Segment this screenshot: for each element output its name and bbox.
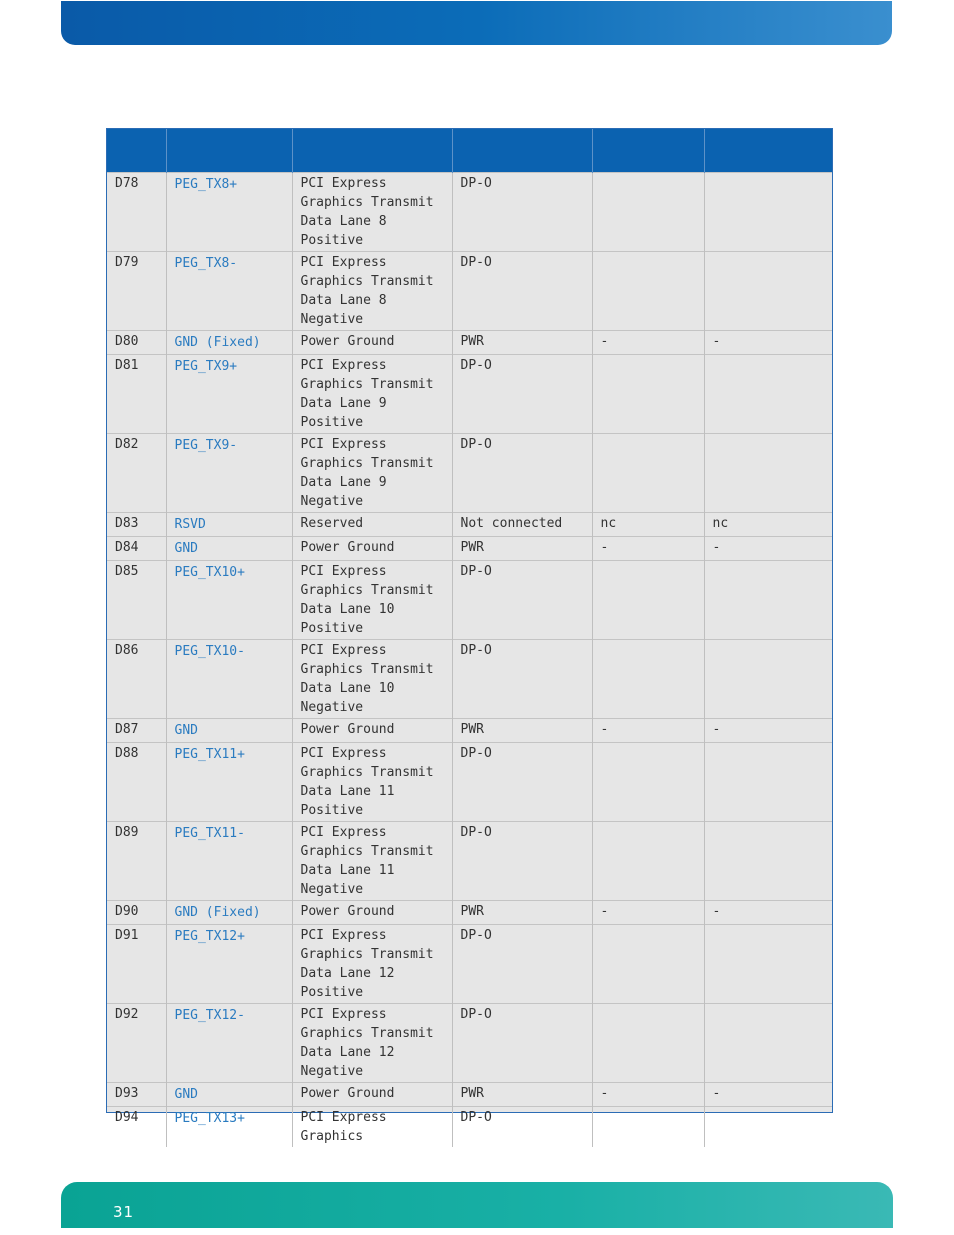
description-cell: Power Ground [292,330,452,354]
header-cell [452,129,592,172]
column6-cell [704,1106,832,1147]
column5-cell [592,1003,704,1082]
description-cell: PCI Express Graphics Transmit Data Lane 10 Negative [292,639,452,718]
table-row [107,718,832,742]
type-cell: DP-O [452,1003,592,1082]
type-cell: DP-O [452,560,592,639]
description-cell: PCI Express Graphics Transmit Data Lane 12 Positive [292,924,452,1003]
column6-cell [704,639,832,718]
table-row [107,821,832,900]
table-row [107,560,832,639]
signal-cell: PEG_TX13+ [166,1106,292,1147]
column6-cell: - [704,718,832,742]
table-row [107,924,832,1003]
column6-cell: - [704,1082,832,1106]
table-row [107,536,832,560]
pin-cell: D86 [107,639,166,718]
page-number: 31 [113,1203,135,1221]
pin-cell: D93 [107,1082,166,1106]
description-cell: Power Ground [292,718,452,742]
type-cell: DP-O [452,433,592,512]
column6-cell: - [704,900,832,924]
signal-cell: GND (Fixed) [166,900,292,924]
column5-cell [592,354,704,433]
type-cell: DP-O [452,821,592,900]
description-cell: PCI Express Graphics Transmit Data Lane 11 Negative [292,821,452,900]
pin-table-frame [106,128,833,1144]
pin-cell: D83 [107,512,166,536]
table-row [107,433,832,512]
column5-cell: nc [592,512,704,536]
pin-cell: D85 [107,560,166,639]
column6-cell [704,354,832,433]
pin-cell: D79 [107,251,166,330]
pin-table [107,129,832,1147]
column5-cell [592,1106,704,1147]
description-cell: Reserved [292,512,452,536]
column5-cell [592,742,704,821]
table-row [107,742,832,821]
column6-cell [704,251,832,330]
column5-cell [592,639,704,718]
column5-cell: - [592,718,704,742]
header-cell [292,129,452,172]
description-cell: Power Ground [292,1082,452,1106]
signal-cell: PEG_TX9- [166,433,292,512]
type-cell: PWR [452,1082,592,1106]
pin-cell: D82 [107,433,166,512]
signal-cell: GND [166,718,292,742]
column6-cell: - [704,536,832,560]
type-cell: DP-O [452,742,592,821]
pin-cell: D81 [107,354,166,433]
column6-cell [704,560,832,639]
description-cell: Power Ground [292,900,452,924]
signal-cell: PEG_TX8+ [166,172,292,251]
header-cell [166,129,292,172]
signal-cell: GND [166,1082,292,1106]
column6-cell: - [704,330,832,354]
pin-cell: D80 [107,330,166,354]
type-cell: DP-O [452,1106,592,1147]
type-cell: PWR [452,900,592,924]
type-cell: PWR [452,330,592,354]
table-row [107,1082,832,1106]
table-row [107,900,832,924]
column6-cell [704,821,832,900]
signal-cell: PEG_TX11- [166,821,292,900]
column6-cell [704,924,832,1003]
table-row [107,330,832,354]
pin-cell: D91 [107,924,166,1003]
description-cell: PCI Express Graphics Transmit Data Lane 8 Negative [292,251,452,330]
signal-cell: PEG_TX12+ [166,924,292,1003]
column5-cell [592,172,704,251]
description-cell: Power Ground [292,536,452,560]
column6-cell [704,433,832,512]
signal-cell: PEG_TX8- [166,251,292,330]
pin-cell: D84 [107,536,166,560]
column5-cell: - [592,330,704,354]
signal-cell: PEG_TX10- [166,639,292,718]
column5-cell [592,924,704,1003]
header-banner [61,1,892,45]
description-cell: PCI Express Graphics [292,1106,452,1147]
table-header [107,129,832,172]
column6-cell [704,172,832,251]
pin-cell: D88 [107,742,166,821]
type-cell: DP-O [452,172,592,251]
table-row [107,512,832,536]
table-row [107,1106,832,1147]
type-cell: PWR [452,718,592,742]
table-row [107,354,832,433]
column5-cell [592,821,704,900]
table-row [107,251,832,330]
type-cell: DP-O [452,354,592,433]
type-cell: DP-O [452,639,592,718]
signal-cell: GND (Fixed) [166,330,292,354]
type-cell: DP-O [452,924,592,1003]
pin-cell: D89 [107,821,166,900]
header-row [107,129,832,172]
description-cell: PCI Express Graphics Transmit Data Lane 12 Negative [292,1003,452,1082]
signal-cell: PEG_TX10+ [166,560,292,639]
pin-cell: D94 [107,1106,166,1147]
header-cell [592,129,704,172]
pin-cell: D78 [107,172,166,251]
description-cell: PCI Express Graphics Transmit Data Lane 9 Negative [292,433,452,512]
header-cell [107,129,166,172]
table-row [107,172,832,251]
description-cell: PCI Express Graphics Transmit Data Lane 9 Positive [292,354,452,433]
description-cell: PCI Express Graphics Transmit Data Lane 10 Positive [292,560,452,639]
column5-cell [592,433,704,512]
column6-cell [704,742,832,821]
type-cell: PWR [452,536,592,560]
column5-cell [592,560,704,639]
footer-banner [61,1182,893,1228]
signal-cell: GND [166,536,292,560]
column6-cell [704,1003,832,1082]
description-cell: PCI Express Graphics Transmit Data Lane 11 Positive [292,742,452,821]
pin-cell: D90 [107,900,166,924]
signal-cell: PEG_TX9+ [166,354,292,433]
pin-cell: D92 [107,1003,166,1082]
column5-cell: - [592,1082,704,1106]
type-cell: DP-O [452,251,592,330]
column5-cell: - [592,900,704,924]
signal-cell: PEG_TX12- [166,1003,292,1082]
description-cell: PCI Express Graphics Transmit Data Lane 8 Positive [292,172,452,251]
column5-cell: - [592,536,704,560]
signal-cell: PEG_TX11+ [166,742,292,821]
header-cell [704,129,832,172]
column6-cell: nc [704,512,832,536]
type-cell: Not connected [452,512,592,536]
pin-cell: D87 [107,718,166,742]
column5-cell [592,251,704,330]
signal-cell: RSVD [166,512,292,536]
table-body [107,172,832,1147]
table-row [107,1003,832,1082]
table-row [107,639,832,718]
